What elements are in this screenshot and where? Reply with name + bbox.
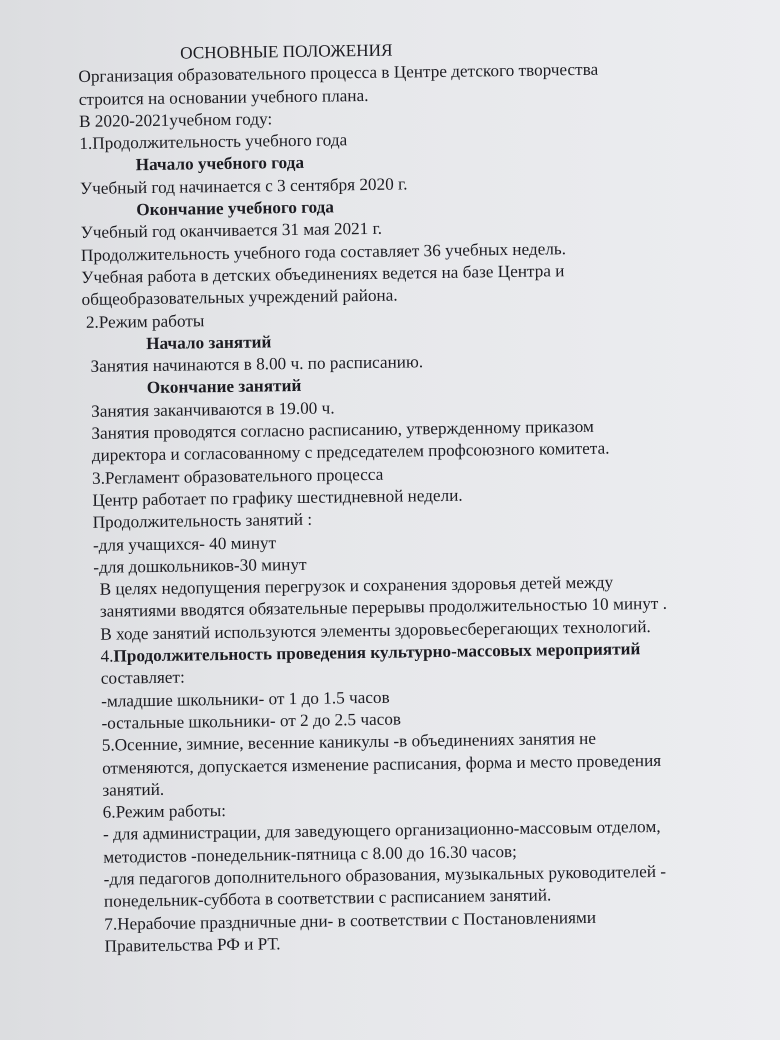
admin-schedule-line-1: - для администрации, для заведующего организационно-массовым отделом,	[102, 817, 661, 845]
schedule-line-2: директора и согласованному с председателем профсоюзного комитета.	[91, 438, 610, 466]
study-work-line-1: Учебная работа в детских объединениях ведется на базе Центра и	[81, 261, 565, 287]
intro-line-2: строится на основании учебного плана.	[78, 85, 369, 109]
section-4-bold-title: Продолжительность проведения культурно-массовых мероприятий	[113, 639, 641, 666]
classes-end-text: Занятия заканчиваются в 19.00 ч.	[90, 398, 335, 421]
six-day-week-text: Центр работает по графику шестидневной недели.	[92, 485, 463, 510]
holidays-line-1: 5.Осенние, зимние, весенние каникулы -в объединениях занятия не	[101, 729, 597, 755]
document-body	[78, 35, 771, 959]
section-4-number: 4.	[100, 646, 114, 666]
section-6-heading: 6.Режим работы:	[102, 801, 227, 822]
classes-end-heading: Окончание занятий	[146, 376, 302, 398]
section-4-continuation: составляет:	[100, 667, 185, 689]
section-2-heading: 2.Режим работы	[85, 310, 205, 332]
year-end-heading: Окончание учебного года	[136, 197, 335, 220]
schedule-line-1: Занятия проводятся согласно расписанию, утвержденному приказом	[91, 416, 594, 443]
breaks-line-1: В целях недопущения перегрузок и сохранения здоровья детей между	[99, 572, 614, 599]
holidays-line-2: отменяются, допускается изменение расписания, форма и место проведения	[101, 750, 662, 778]
preschool-duration: -для дошкольников-30 минут	[93, 554, 307, 577]
year-duration-text: Продолжительность учебного года составляет 36 учебных недель.	[80, 238, 567, 265]
junior-events-duration: -младшие школьники- от 1 до 1.5 часов	[101, 687, 390, 711]
year-end-text: Учебный год оканчивается 31 мая 2021 г.	[80, 219, 383, 243]
admin-schedule-line-2: методистов -понедельник-пятница с 8.00 до 16.30 часов;	[103, 841, 518, 867]
document-title: ОСНОВНЫЕ ПОЛОЖЕНИЯ	[180, 40, 393, 63]
year-start-text: Учебный год начинается с 3 сентября 2020 г.	[79, 174, 408, 198]
section-7-line-2: Правительства РФ и РТ.	[104, 934, 281, 956]
intro-line-1: Организация образовательного процесса в Центре детского творчества	[78, 60, 599, 87]
section-3-heading: 3.Регламент образовательного процесса	[91, 464, 384, 488]
class-duration-heading: Продолжительность занятий :	[92, 510, 313, 533]
study-work-line-2: общеобразовательных учреждений района.	[81, 285, 398, 310]
holidays-line-3: занятий.	[102, 779, 165, 800]
classes-start-text: Занятия начинаются в 8.00 ч. по расписанию.	[90, 352, 424, 377]
section-7-line-1: 7.Нерабочие праздничные дни- в соответствии с Постановлениями	[104, 907, 597, 934]
pupils-duration: -для учащихся- 40 минут	[92, 532, 277, 555]
academic-year: В 2020-2021учебном году:	[78, 109, 273, 131]
health-tech-text: В ходе занятий используются элементы здоровьесберегающих технологий.	[100, 616, 651, 644]
other-events-duration: -остальные школьники- от 2 до 2.5 часов	[101, 709, 402, 733]
section-1-heading: 1.Продолжительность учебного года	[79, 130, 348, 154]
year-start-heading: Начало учебного года	[135, 153, 305, 175]
teachers-schedule-line-1: -для педагогов дополнительного образования, музыкальных руководителей -	[103, 861, 667, 889]
teachers-schedule-line-2: понедельник-суббота в соответствии с расписанием занятий.	[103, 885, 552, 912]
classes-start-heading: Начало занятий	[146, 332, 272, 353]
breaks-line-2: занятиями вводятся обязательные перерывы продолжительностью 10 минут .	[99, 594, 668, 622]
